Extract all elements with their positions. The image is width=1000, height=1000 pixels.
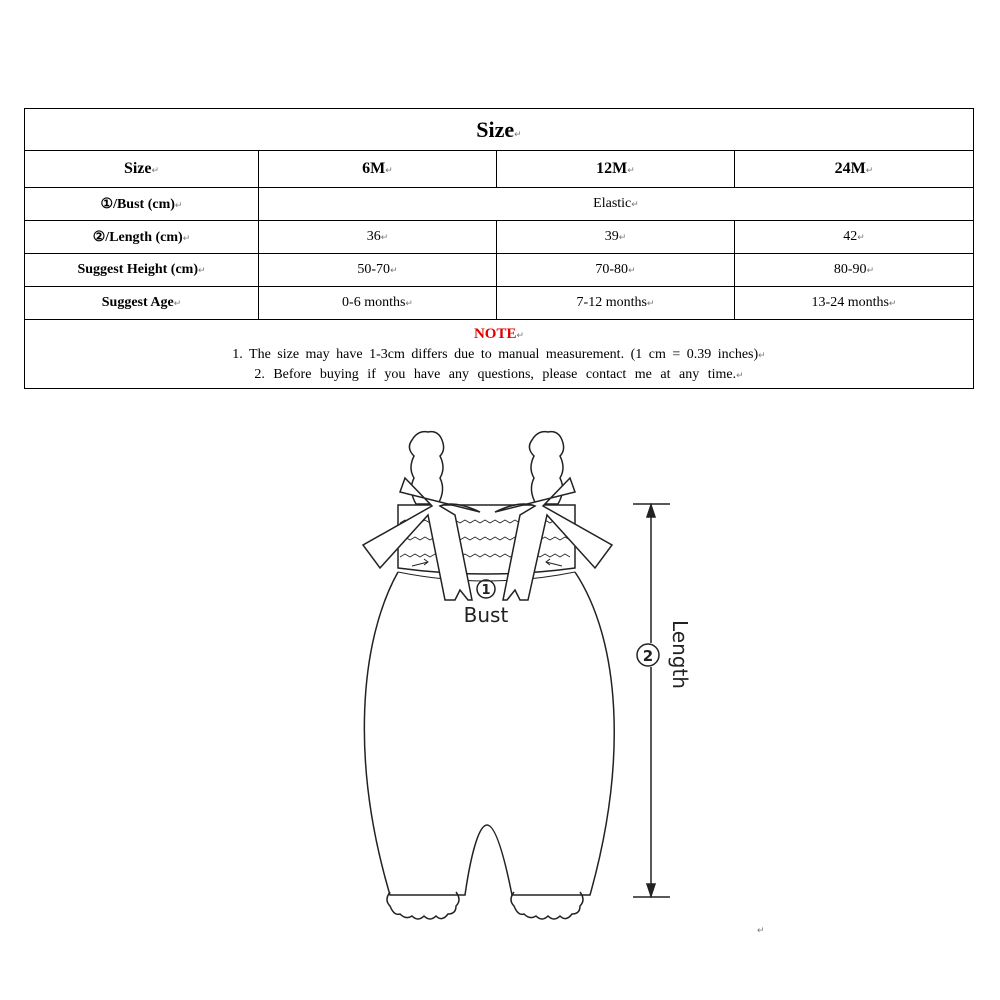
length-number: 2 <box>642 647 654 665</box>
cell: 13-24 months ↵ <box>812 295 897 310</box>
paragraph-mark: ↵ <box>757 925 765 935</box>
bust-label: Bust <box>463 603 509 627</box>
cell: 39 ↵ <box>605 229 627 244</box>
length-arrow-down-icon <box>647 884 655 896</box>
bust-number: 1 <box>481 583 491 598</box>
note-line-2: 2. Before buying if you have any questions, please contact me at any time. ↵ <box>254 367 743 382</box>
cell: 70-80 ↵ <box>595 262 635 277</box>
header-12m: 12M ↵ <box>596 160 635 177</box>
row-label-age: Suggest Age ↵ <box>102 295 182 310</box>
note-heading: NOTE ↵ <box>474 326 524 342</box>
row-label-height: Suggest Height (cm) ↵ <box>77 262 205 277</box>
table-title-text: Size ↵ <box>476 117 521 142</box>
bust-arrow-left-icon <box>412 559 428 566</box>
length-arrow-up-icon <box>647 505 655 517</box>
header-size: Size ↵ <box>124 160 159 177</box>
header-24m: 24M ↵ <box>835 160 874 177</box>
cell: 80-90 ↵ <box>834 262 874 277</box>
row-label-bust: ①/Bust (cm) ↵ <box>101 197 183 212</box>
cell: 50-70 ↵ <box>357 262 397 277</box>
bust-arrow-right-icon <box>546 559 562 566</box>
left-cuff <box>387 892 459 919</box>
row-label-length: ②/Length (cm) ↵ <box>93 230 190 245</box>
note-line-1: 1. The size may have 1-3cm differs due to manual measurement. (1 cm = 0.39 inches) ↵ <box>232 347 765 362</box>
right-bow <box>495 478 612 600</box>
cell: 36 ↵ <box>367 229 389 244</box>
bust-value: Elastic ↵ <box>593 196 639 211</box>
length-label: Length <box>668 620 692 689</box>
cell: 7-12 months ↵ <box>577 295 655 310</box>
header-6m: 6M ↵ <box>362 160 393 177</box>
right-cuff <box>511 892 583 919</box>
cell: 0-6 months ↵ <box>342 295 413 310</box>
cell: 42 ↵ <box>843 229 865 244</box>
